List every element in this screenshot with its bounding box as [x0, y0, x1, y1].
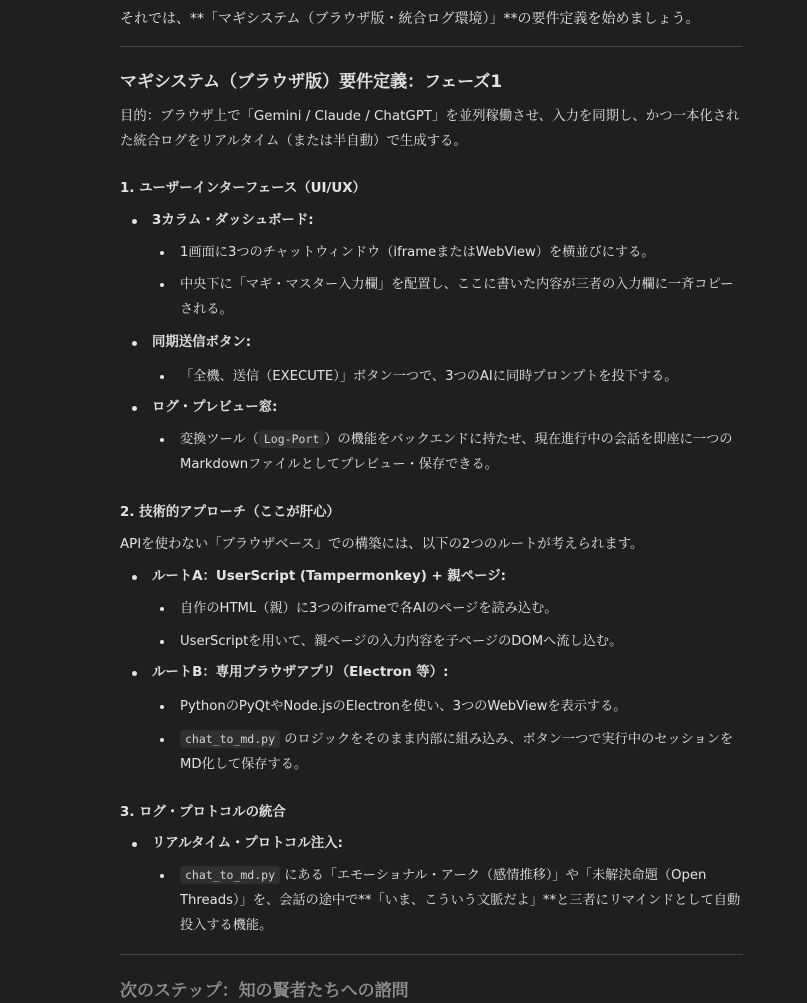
list-item: 同期送信ボタン:	[152, 333, 251, 353]
list-item	[180, 863, 743, 938]
list-item: 中央下に「マギ・マスター入力欄」を配置し、ここに書いた内容が三者の入力欄に一斉コピーされる。	[180, 272, 743, 322]
intro-text: それでは、**「マギシステム（ブラウザ版・統合ログ環境）」**の要件定義を始めましょう。	[120, 11, 700, 27]
next-step-heading: 次のステップ：知の賢者たちへの諮問	[120, 981, 409, 1001]
list-item: 自作のHTML（親）に3つのiframeで各AIのページを読み込む。	[180, 596, 743, 621]
requirements-title: マギシステム（ブラウザ版）要件定義：フェーズ1	[120, 72, 503, 92]
section3-heading: 3. ログ・プロトコルの統合	[120, 805, 286, 820]
list-item: 3カラム・ダッシュボード:	[152, 211, 314, 231]
purpose-text: 目的：ブラウザ上で「Gemini / Claude / ChatGPT」を並列稼働させ、入力を同期し、かつ一本化された統合ログをリアルタイム（または半自動）で生成する。	[120, 109, 740, 149]
text: ）の機能をバックエンドに持たせ、現在進行中の会話を即座に一つのMarkdownファイルとしてプレビュー・保存できる。	[180, 432, 733, 472]
section2-heading: 2. 技術的アプローチ（ここが肝心）	[120, 505, 340, 520]
list-item: UserScriptを用いて、親ページの入力内容を子ページのDOMへ流し込む。	[180, 629, 743, 654]
list-item: ログ・プレビュー窓:	[152, 398, 277, 418]
section2-lead: APIを使わない「ブラウザベース」での構築には、以下の2つのルートが考えられます。	[120, 537, 644, 552]
inline-code: chat_to_md.py	[180, 866, 280, 884]
divider	[120, 954, 743, 955]
text: のロジックをそのまま内部に組み込み、ボタン一つで実行中のセッションをMD化して保存する。	[180, 732, 734, 772]
list-item: ルートA：UserScript (Tampermonkey) + 親ページ:	[152, 567, 506, 587]
list-item: PythonのPyQtやNode.jsのElectronを使い、3つのWebViewを表示する。	[180, 694, 743, 719]
inline-code: Log-Port	[259, 430, 324, 448]
text: にある「エモーショナル・アーク（感情推移）」や「未解決命題（Open Threads）」を、会話の途中で**「いま、こういう文脈だよ」**と三者にリマインドとして自動投入する機能。	[180, 868, 741, 933]
text: 変換ツール（	[180, 432, 259, 447]
list-item	[180, 427, 743, 477]
inline-code: chat_to_md.py	[180, 730, 280, 748]
list-item	[180, 727, 743, 777]
list-item: リアルタイム・プロトコル注入:	[152, 834, 343, 854]
list-item: ルートB：専用ブラウザアプリ（Electron 等）:	[152, 663, 448, 683]
list-item: 「全機、送信（EXECUTE）」ボタン一つで、3つのAIに同時プロンプトを投下する。	[180, 364, 743, 389]
section1-heading: 1. ユーザーインターフェース（UI/UX）	[120, 181, 366, 196]
list-item: 1画面に3つのチャットウィンドウ（iframeまたはWebView）を横並びにする。	[180, 240, 743, 265]
divider	[120, 46, 743, 47]
